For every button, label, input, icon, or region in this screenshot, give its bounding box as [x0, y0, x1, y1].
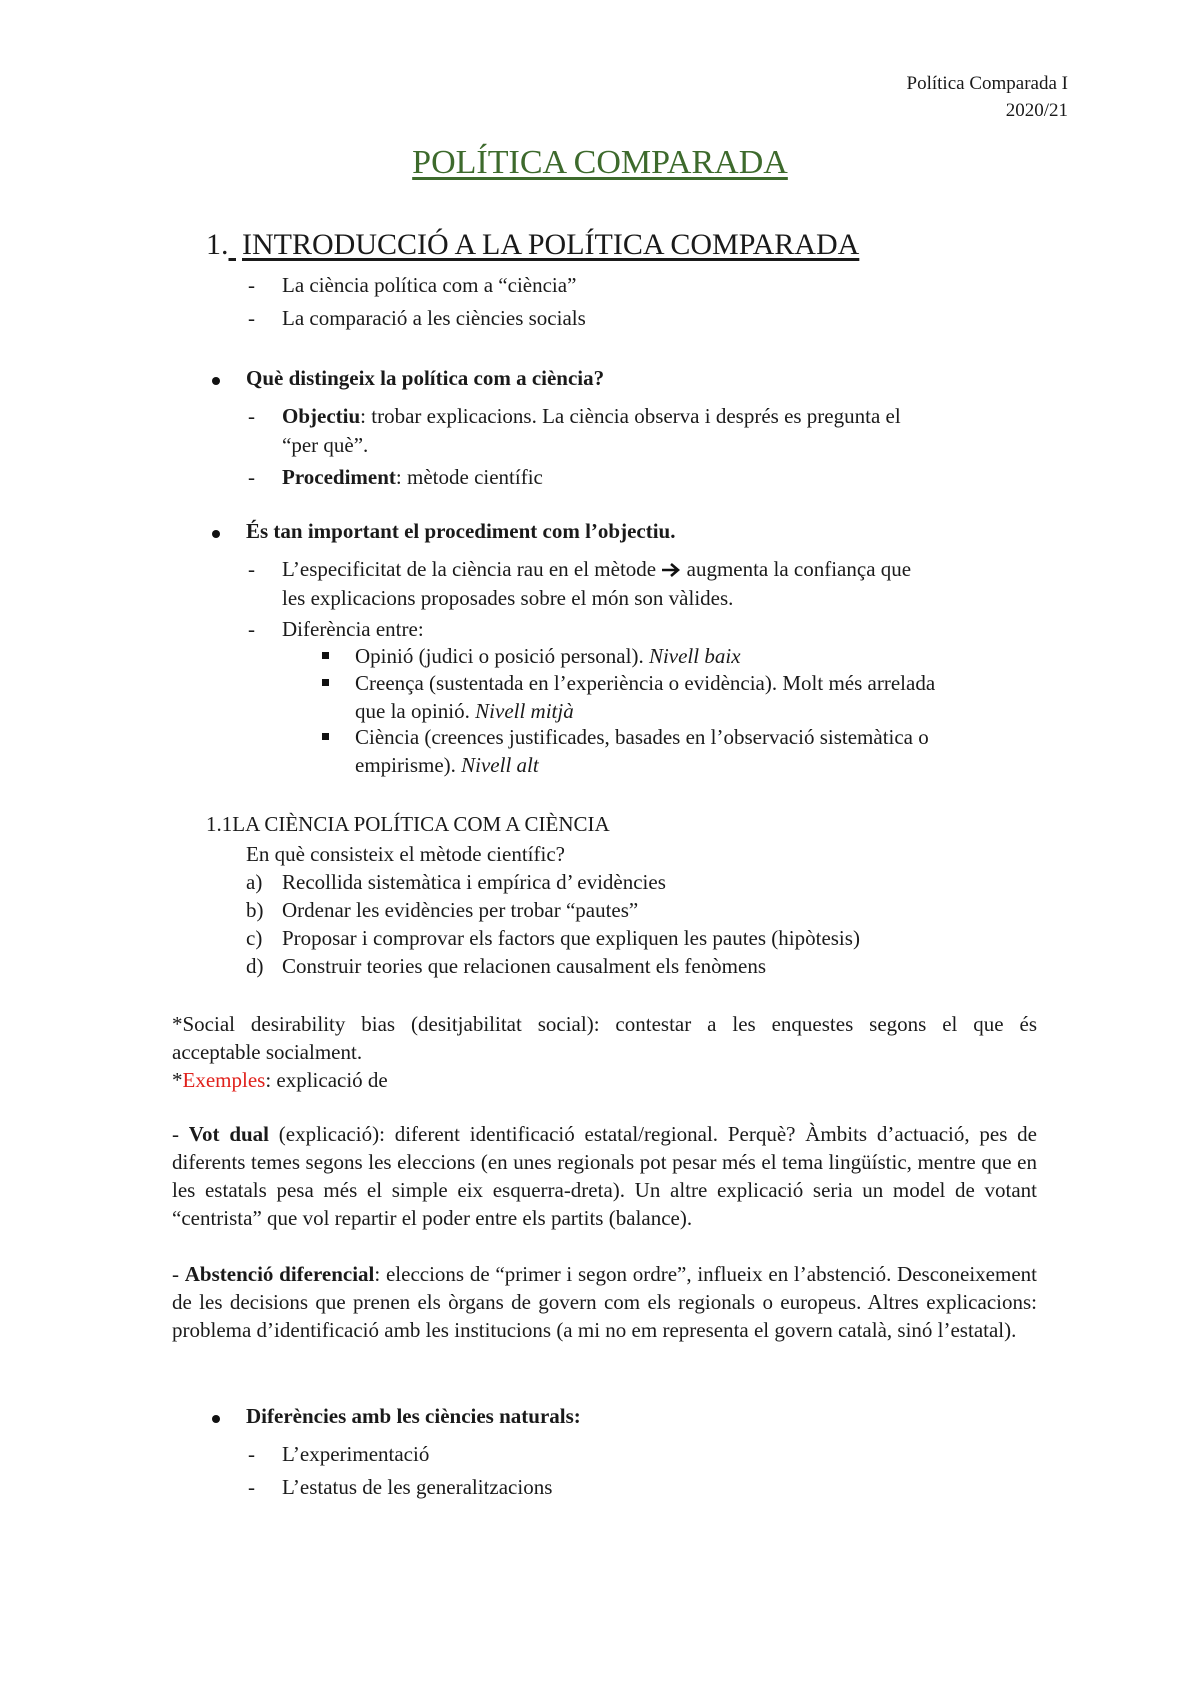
level-label: Nivell alt	[461, 753, 539, 777]
header-year: 2020/21	[1005, 100, 1068, 121]
examples-label: Exemples	[182, 1068, 266, 1092]
vot-dual-paragraph	[172, 1120, 1037, 1232]
question-heading: És tan important el procediment com l’objectiu.	[246, 519, 676, 543]
note-line: acceptable socialment.	[172, 1040, 363, 1064]
abstencio-paragraph	[172, 1260, 1037, 1344]
dash-marker: -	[172, 1122, 189, 1146]
dash-marker: -	[248, 404, 255, 428]
lettered-marker: a)	[246, 870, 263, 894]
dash-marker: -	[248, 306, 255, 330]
bullet-icon	[212, 1415, 220, 1423]
square-bullet-icon	[322, 679, 329, 686]
header-course: Política Comparada I	[906, 73, 1068, 94]
procediment-text: : mètode científic	[395, 465, 543, 489]
list-item: La comparació a les ciències socials	[282, 306, 586, 330]
note-line: *Social desirability bias (desitjabilitat social): contestar a les enquestes segons el que és	[172, 1012, 1037, 1036]
bullet-icon	[212, 530, 220, 538]
question-heading: Diferències amb les ciències naturals:	[246, 1404, 581, 1428]
dash-marker: -	[248, 1475, 255, 1499]
square-bullet-icon	[322, 652, 329, 659]
level-label: Nivell baix	[648, 644, 741, 668]
star-marker: *	[172, 1068, 183, 1092]
list-item-continuation: “per què”.	[282, 433, 369, 457]
item-text: L’especificitat de la ciència rau en el mètode	[282, 557, 662, 581]
sublist-item-continuation	[355, 753, 539, 778]
paragraph-text: : eleccions de “primer i segon ordre”, influeix en l’abstenció. Desconeixement de les decisions que prenen els òrgans de govern com els regionals o europeus. Altres explicacions: problema d’identificació amb les institucions (a mi no em representa el govern català, sinó l’estatal).	[172, 1262, 1037, 1342]
lettered-item: Ordenar les evidències per trobar “pautes”	[282, 898, 639, 922]
question-heading: Què distingeix la política com a ciència?	[246, 366, 605, 390]
abstencio-label: Abstenció diferencial	[184, 1262, 375, 1286]
lettered-item: Recollida sistemàtica i empírica d’ evidències	[282, 870, 666, 894]
lettered-marker: c)	[246, 926, 263, 950]
objectiu-text: : trobar explicacions. La ciència observa i després es pregunta el	[360, 404, 901, 428]
item-text: augmenta la confiança que	[681, 557, 912, 581]
list-item: La ciència política com a “ciència”	[282, 273, 577, 297]
sublist-item	[355, 644, 741, 669]
subsection-question: En què consisteix el mètode científic?	[246, 842, 565, 866]
square-bullet-icon	[322, 733, 329, 740]
list-item-continuation: les explicacions proposades sobre el món son vàlides.	[282, 586, 734, 610]
vot-dual-label: Vot dual	[188, 1122, 270, 1146]
sublist-item: Creença (sustentada en l’experiència o evidència). Molt més arrelada	[355, 671, 936, 695]
list-item	[282, 404, 1037, 429]
examples-text: : explicació de	[265, 1068, 388, 1092]
page-header	[907, 70, 1068, 124]
list-item: L’experimentació	[282, 1442, 430, 1466]
level-label: Nivell mitjà	[475, 699, 574, 723]
objectiu-label: Objectiu	[282, 404, 361, 428]
list-item	[282, 557, 911, 582]
sublist-item: Ciència (creences justificades, basades en l’observació sistemàtica o	[355, 725, 929, 749]
subsection-heading: 1.1LA CIÈNCIA POLÍTICA COM A CIÈNCIA	[206, 812, 610, 836]
dash-marker: -	[248, 1442, 255, 1466]
bullet-icon	[212, 377, 220, 385]
list-item: L’estatus de les generalitzacions	[282, 1475, 553, 1499]
dash-marker: -	[248, 557, 255, 581]
item-text: que la opinió.	[355, 699, 476, 723]
section-1-heading	[206, 228, 859, 262]
lettered-marker: b)	[246, 898, 264, 922]
sublist-item-continuation	[355, 699, 574, 724]
item-text: empirisme).	[355, 753, 462, 777]
dash-marker: -	[248, 465, 255, 489]
paragraph-text: (explicació): diferent identificació estatal/regional. Perquè? Àmbits d’actuació, pes de diferents temes segons les eleccions (en unes regionals pot pesar més el tema lingüístic, mentre que en les estatals pesa més el simple eix esquerra-dreta). Un altre explicació seria un model de votant “centrista” que vol repartir el poder entre els partits (balance).	[172, 1122, 1037, 1230]
item-text: Opinió (judici o posició personal).	[355, 644, 649, 668]
procediment-label: Procediment	[282, 465, 396, 489]
document-title: POLÍTICA COMPARADA	[412, 144, 788, 181]
list-item: Diferència entre:	[282, 617, 424, 641]
list-item	[282, 465, 543, 490]
dash-marker: -	[172, 1262, 185, 1286]
dash-marker: -	[248, 273, 255, 297]
lettered-item: Proposar i comprovar els factors que expliquen les pautes (hipòtesis)	[282, 926, 860, 950]
section-1-title: INTRODUCCIÓ A LA POLÍTICA COMPARADA	[242, 228, 860, 261]
section-1-number: 1.	[206, 228, 229, 261]
arrow-right-icon	[661, 562, 681, 578]
lettered-item: Construir teories que relacionen causalment els fenòmens	[282, 954, 767, 978]
dash-marker: -	[248, 617, 255, 641]
bias-note	[172, 1010, 1037, 1066]
examples-note	[172, 1066, 1037, 1094]
lettered-marker: d)	[246, 954, 264, 978]
